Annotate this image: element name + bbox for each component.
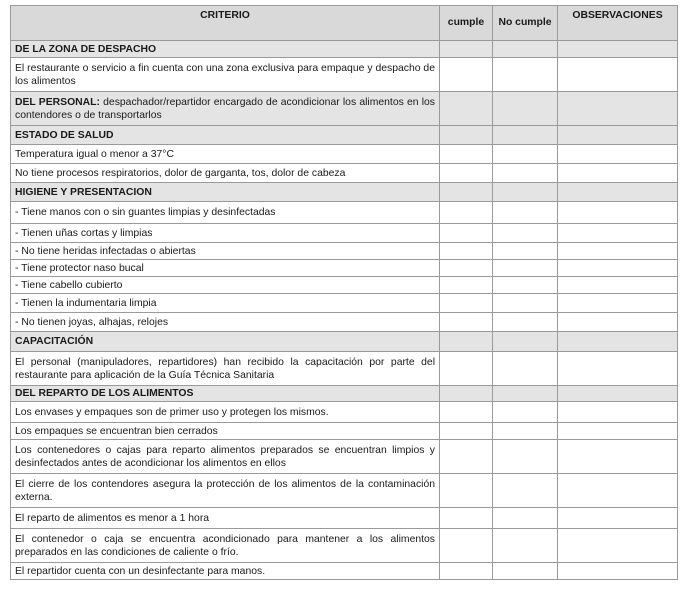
cumple-cell[interactable] [440, 563, 493, 580]
cumple-cell[interactable] [440, 224, 493, 243]
no-cumple-cell[interactable] [493, 313, 558, 332]
criterion-text: El personal (manipuladores, repartidores) han recibido la capacitación por parte del restaurante para aplicación de la Guía Técnica Sanitaria [11, 352, 440, 386]
criterion-row [11, 202, 678, 224]
observaciones-cell[interactable] [558, 145, 678, 164]
section-row [11, 126, 678, 145]
observaciones-cell[interactable] [558, 352, 678, 386]
observaciones-cell[interactable] [558, 529, 678, 563]
criterion-row [11, 402, 678, 423]
cumple-cell[interactable] [440, 58, 493, 92]
observaciones-cell[interactable] [558, 423, 678, 440]
observaciones-cell[interactable] [558, 563, 678, 580]
observaciones-cell [558, 41, 678, 58]
table-body [11, 41, 678, 580]
observaciones-cell[interactable] [558, 224, 678, 243]
criterion-text: El restaurante o servicio a fin cuenta con una zona exclusiva para empaque y despacho de los alimentos [11, 58, 440, 92]
criterion-text: El repartidor cuenta con un desinfectante para manos. [11, 563, 440, 580]
criterion-row [11, 58, 678, 92]
header-no-cumple: No cumple [493, 6, 558, 41]
cumple-cell[interactable] [440, 402, 493, 423]
observaciones-cell[interactable] [558, 260, 678, 277]
cumple-cell [440, 386, 493, 402]
criterion-row [11, 508, 678, 529]
criterion-text: No tiene procesos respiratorios, dolor de garganta, tos, dolor de cabeza [11, 164, 440, 183]
criterion-row [11, 440, 678, 474]
criterion-row [11, 260, 678, 277]
no-cumple-cell[interactable] [493, 277, 558, 294]
criterion-text: - Tiene protector naso bucal [11, 260, 440, 277]
cumple-cell[interactable] [440, 508, 493, 529]
section-title: HIGIENE Y PRESENTACION [11, 183, 440, 202]
inspection-checklist-table [10, 5, 678, 580]
cumple-cell[interactable] [440, 474, 493, 508]
cumple-cell[interactable] [440, 164, 493, 183]
no-cumple-cell[interactable] [493, 529, 558, 563]
section-title: DEL REPARTO DE LOS ALIMENTOS [11, 386, 440, 402]
header-cumple: cumple [440, 6, 493, 41]
no-cumple-cell[interactable] [493, 352, 558, 386]
section-title: CAPACITACIÓN [11, 332, 440, 352]
cumple-cell[interactable] [440, 423, 493, 440]
observaciones-cell[interactable] [558, 313, 678, 332]
observaciones-cell [558, 386, 678, 402]
no-cumple-cell [493, 126, 558, 145]
criterion-text: El cierre de los contendores asegura la protección de los alimentos de la contaminación externa. [11, 474, 440, 508]
criterion-text: Los contenedores o cajas para reparto alimentos preparados se encuentran limpios y desinfectados antes de acondicionar los alimentos en ellos [11, 440, 440, 474]
observaciones-cell[interactable] [558, 243, 678, 260]
cumple-cell [440, 126, 493, 145]
observaciones-cell[interactable] [558, 474, 678, 508]
observaciones-cell [558, 332, 678, 352]
no-cumple-cell[interactable] [493, 294, 558, 313]
observaciones-cell[interactable] [558, 294, 678, 313]
no-cumple-cell [493, 92, 558, 126]
criterion-text: - Tienen uñas cortas y limpias [11, 224, 440, 243]
no-cumple-cell [493, 183, 558, 202]
no-cumple-cell [493, 332, 558, 352]
no-cumple-cell[interactable] [493, 164, 558, 183]
header-criterio: CRITERIO [11, 6, 440, 41]
no-cumple-cell[interactable] [493, 260, 558, 277]
criterion-text: - Tienen la indumentaria limpia [11, 294, 440, 313]
criterion-row [11, 529, 678, 563]
section-title-text: despachador/repartidor encargado de acondicionar los alimentos en los contendores o de transportarlos [15, 96, 435, 121]
criterion-row [11, 224, 678, 243]
criterion-row [11, 294, 678, 313]
no-cumple-cell[interactable] [493, 402, 558, 423]
header-observaciones: OBSERVACIONES [558, 6, 678, 41]
cumple-cell[interactable] [440, 440, 493, 474]
cumple-cell[interactable] [440, 202, 493, 224]
cumple-cell[interactable] [440, 277, 493, 294]
cumple-cell [440, 332, 493, 352]
no-cumple-cell[interactable] [493, 145, 558, 164]
section-row [11, 92, 678, 126]
criterion-text: Los envases y empaques son de primer uso y protegen los mismos. [11, 402, 440, 423]
criterion-text: Temperatura igual o menor a 37°C [11, 145, 440, 164]
criterion-row [11, 423, 678, 440]
cumple-cell[interactable] [440, 294, 493, 313]
no-cumple-cell[interactable] [493, 563, 558, 580]
no-cumple-cell[interactable] [493, 202, 558, 224]
criterion-row [11, 145, 678, 164]
criterion-row [11, 243, 678, 260]
observaciones-cell[interactable] [558, 508, 678, 529]
section-title-bold: DEL PERSONAL: [15, 96, 100, 108]
criterion-row [11, 313, 678, 332]
section-row [11, 386, 678, 402]
criterion-text: El contenedor o caja se encuentra acondicionado para mantener a los alimentos preparados en las condiciones de caliente o frío. [11, 529, 440, 563]
section-row [11, 332, 678, 352]
observaciones-cell[interactable] [558, 202, 678, 224]
cumple-cell [440, 41, 493, 58]
criterion-row [11, 474, 678, 508]
no-cumple-cell [493, 41, 558, 58]
no-cumple-cell[interactable] [493, 440, 558, 474]
section-row [11, 183, 678, 202]
section-title [11, 92, 440, 126]
no-cumple-cell[interactable] [493, 423, 558, 440]
no-cumple-cell[interactable] [493, 474, 558, 508]
criterion-text: - No tienen joyas, alhajas, relojes [11, 313, 440, 332]
no-cumple-cell[interactable] [493, 508, 558, 529]
observaciones-cell[interactable] [558, 277, 678, 294]
observaciones-cell[interactable] [558, 440, 678, 474]
observaciones-cell [558, 92, 678, 126]
criterion-text: El reparto de alimentos es menor a 1 hora [11, 508, 440, 529]
cumple-cell[interactable] [440, 260, 493, 277]
criterion-row [11, 164, 678, 183]
section-row [11, 41, 678, 58]
no-cumple-cell[interactable] [493, 58, 558, 92]
criterion-row [11, 277, 678, 294]
cumple-cell[interactable] [440, 313, 493, 332]
criterion-row [11, 563, 678, 580]
table-header-row [11, 6, 678, 41]
cumple-cell [440, 183, 493, 202]
observaciones-cell [558, 126, 678, 145]
observaciones-cell[interactable] [558, 58, 678, 92]
cumple-cell[interactable] [440, 529, 493, 563]
criterion-row [11, 352, 678, 386]
criterion-text: - Tiene manos con o sin guantes limpias y desinfectadas [11, 202, 440, 224]
observaciones-cell[interactable] [558, 402, 678, 423]
observaciones-cell [558, 183, 678, 202]
cumple-cell[interactable] [440, 243, 493, 260]
section-title: DE LA ZONA DE DESPACHO [11, 41, 440, 58]
cumple-cell [440, 92, 493, 126]
no-cumple-cell [493, 386, 558, 402]
criterion-text: - No tiene heridas infectadas o abiertas [11, 243, 440, 260]
cumple-cell[interactable] [440, 352, 493, 386]
section-title: ESTADO DE SALUD [11, 126, 440, 145]
cumple-cell[interactable] [440, 145, 493, 164]
criterion-text: Los empaques se encuentran bien cerrados [11, 423, 440, 440]
observaciones-cell[interactable] [558, 164, 678, 183]
no-cumple-cell[interactable] [493, 224, 558, 243]
no-cumple-cell[interactable] [493, 243, 558, 260]
criterion-text: - Tiene cabello cubierto [11, 277, 440, 294]
